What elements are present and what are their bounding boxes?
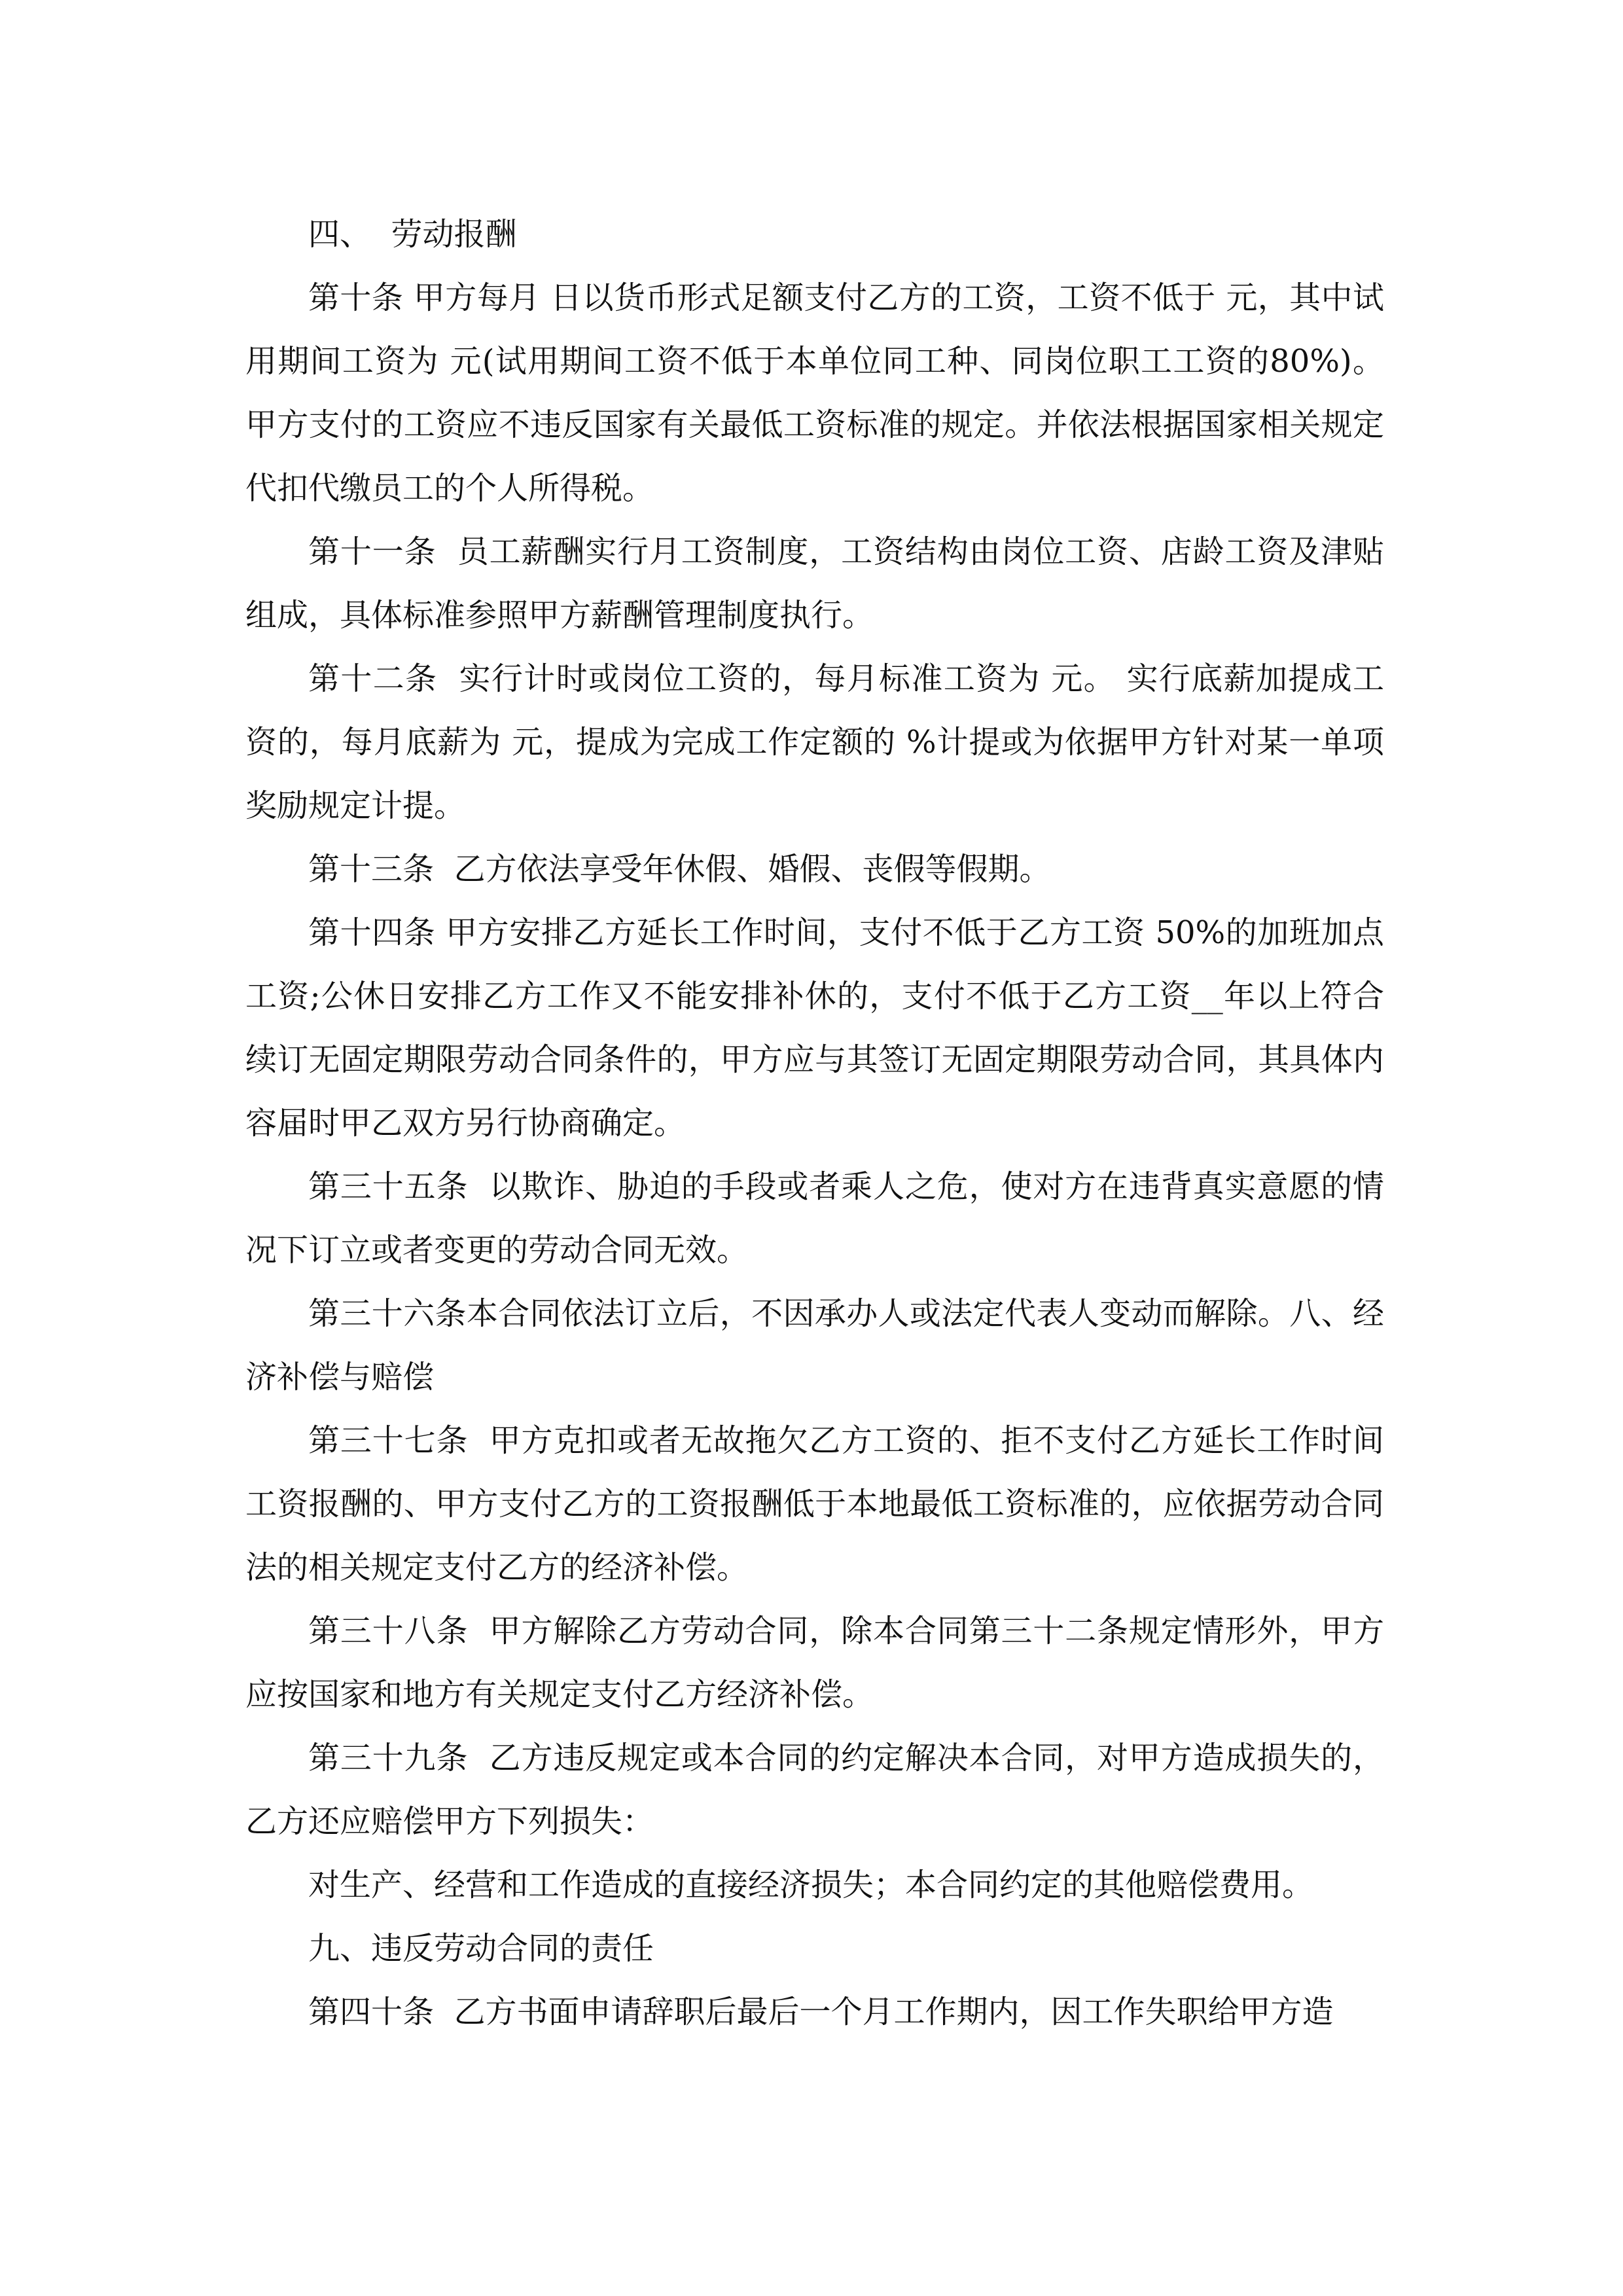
- section-heading-labor-remuneration: 四、 劳动报酬: [308, 216, 517, 253]
- article-38-paragraph: 第三十八条 甲方解除乙方劳动合同，除本合同第三十二条规定情形外，甲方应按国家和地方有关规定支付乙方经济补偿。: [245, 1613, 1384, 1713]
- article-37-paragraph: 第三十七条 甲方克扣或者无故拖欠乙方工资的、拒不支付乙方延长工作时间工资报酬的、甲方支付乙方的工资报酬低于本地最低工资标准的，应依据劳动合同法的相关规定支付乙方的经济补偿。: [245, 1422, 1384, 1586]
- article-36-paragraph: 第三十六条本合同依法订立后，不因承办人或法定代表人变动而解除。八、经济补偿与赔偿: [245, 1295, 1384, 1395]
- article-13-paragraph: 第十三条 乙方依法享受年休假、婚假、丧假等假期。: [308, 851, 1051, 888]
- article-40-paragraph: 第四十条 乙方书面申请辞职后最后一个月工作期内，因工作失职给甲方造: [308, 1994, 1334, 2030]
- article-35-paragraph: 第三十五条 以欺诈、胁迫的手段或者乘人之危，使对方在违背真实意愿的情况下订立或者变更的劳动合同无效。: [245, 1168, 1384, 1268]
- article-14-paragraph: 第十四条 甲方安排乙方延长工作时间，支付不低于乙方工资 50%的加班加点工资;公休日安排乙方工作又不能安排补休的，支付不低于乙方工资__年以上符合续订无固定期限劳动合同条件的，甲方应与其签订无固定期限劳动合同，其具体内容届时甲乙双方另行协商确定。: [245, 914, 1384, 1141]
- article-12-paragraph: 第十二条 实行计时或岗位工资的，每月标准工资为 元。 实行底薪加提成工资的，每月底薪为 元，提成为完成工作定额的 %计提或为依据甲方针对某一单项奖励规定计提。: [245, 660, 1384, 824]
- section-heading-breach-liability: 九、违反劳动合同的责任: [308, 1930, 654, 1967]
- document-body: [245, 203, 1384, 2044]
- loss-items-paragraph: 对生产、经营和工作造成的直接经济损失；本合同约定的其他赔偿费用。: [308, 1867, 1314, 1903]
- article-39-paragraph: 第三十九条 乙方违反规定或本合同的约定解决本合同，对甲方造成损失的，乙方还应赔偿甲方下列损失：: [245, 1740, 1384, 1840]
- article-10-paragraph: 第十条 甲方每月 日以货币形式足额支付乙方的工资，工资不低于 元，其中试用期间工资为 元(试用期间工资不低于本单位同工种、同岗位职工工资的80%)。甲方支付的工资应不违反国家有关最低工资标准的规定。并依法根据国家相关规定代扣代缴员工的个人所得税。: [245, 279, 1384, 507]
- article-11-paragraph: 第十一条 员工薪酬实行月工资制度，工资结构由岗位工资、店龄工资及津贴组成，具体标准参照甲方薪酬管理制度执行。: [245, 533, 1384, 634]
